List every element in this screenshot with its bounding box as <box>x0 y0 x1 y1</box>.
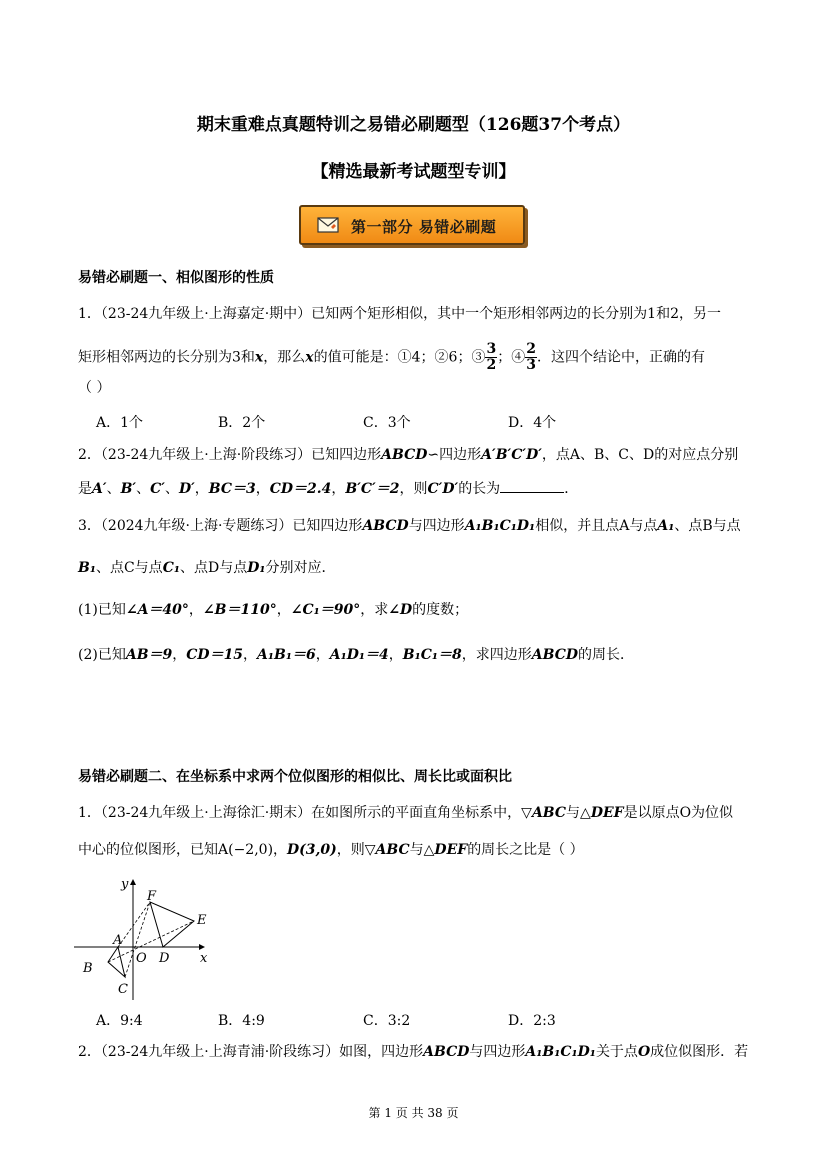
q1-option-a: A．1个 <box>96 415 144 431</box>
text: ，求 <box>360 602 389 618</box>
dashed-line <box>118 902 150 947</box>
text: 的周长之比是（ ） <box>467 842 584 858</box>
text: ，则 <box>399 481 428 497</box>
fraction-2-3 <box>525 342 537 373</box>
math: A₁B₁C₁D₁ <box>525 1044 596 1060</box>
math: A₁B₁C₁D₁ <box>464 518 536 534</box>
label-f: F <box>147 889 157 904</box>
q2-line1 <box>78 445 738 465</box>
text: 成位似图形．若 <box>650 1044 749 1060</box>
text: 与 <box>409 842 424 858</box>
q3-line1 <box>78 516 741 536</box>
text: ， <box>315 647 330 663</box>
math: CD＝2.4 <box>269 481 332 497</box>
s2-q1-option-d: D．2:3 <box>508 1013 556 1029</box>
math: AB＝9 <box>125 647 173 663</box>
label-o: O <box>136 951 147 966</box>
text: 1．（23-24九年级上·上海徐汇·期末）在如图所示的平面直角坐标系中， <box>78 805 522 821</box>
s2-q1-option-b: B．4:9 <box>218 1013 265 1029</box>
text: 、 <box>136 481 151 497</box>
text: 、 <box>106 481 121 497</box>
math: O <box>637 1044 651 1060</box>
text: 、点C与点 <box>95 560 163 576</box>
math: A₁D₁＝4 <box>329 647 389 663</box>
label-d: D <box>159 951 170 966</box>
section-heading-1: 易错必刷题一、相似图形的性质 <box>78 270 274 286</box>
math: ABCD <box>381 447 428 463</box>
text: 、 <box>164 481 179 497</box>
text: ，点A、B、C、D的对应点分别 <box>541 447 739 463</box>
math: ∠C₁＝90° <box>290 602 361 618</box>
text: 是 <box>78 481 92 497</box>
text: 分别对应． <box>265 560 336 576</box>
text: ，那么 <box>263 349 306 366</box>
math: ABCD <box>362 518 409 534</box>
math: A′ <box>92 481 107 497</box>
text: ， <box>331 481 346 497</box>
math: A′B′C′D′ <box>481 447 542 463</box>
math: CD＝15 <box>186 647 244 663</box>
math: ABCD <box>423 1044 470 1060</box>
frac-den: 2 <box>486 357 497 373</box>
s2-q1-option-a: A．9:4 <box>96 1013 143 1029</box>
math: C₁ <box>162 560 180 576</box>
math: ABCD <box>531 647 578 663</box>
math: B₁C₁＝8 <box>402 647 462 663</box>
text: 矩形相邻两边的长分别为3和 <box>78 349 255 366</box>
math: B₁ <box>78 560 96 576</box>
math: BC＝3 <box>208 481 256 497</box>
label-x: x <box>200 951 208 966</box>
text: ， <box>243 647 258 663</box>
label-b: B <box>83 961 93 976</box>
math: ∠B＝110° <box>202 602 277 618</box>
math: B′ <box>120 481 137 497</box>
text: 与四边形 <box>408 518 465 534</box>
text: ， <box>188 602 203 618</box>
text: ，则 <box>336 842 365 858</box>
label-c: C <box>118 982 128 997</box>
text: 的度数； <box>412 602 469 618</box>
label-y: y <box>121 877 129 892</box>
q2-line2 <box>78 478 578 499</box>
part-banner-label: 第一部分 易错必刷题 <box>351 218 497 236</box>
part-banner <box>299 205 525 245</box>
math-x: x <box>305 349 314 366</box>
text: ， <box>276 602 291 618</box>
s2-q1-line1 <box>78 803 733 823</box>
text: (1)已知 <box>78 602 126 618</box>
frac-den: 3 <box>526 357 536 373</box>
text: ， <box>388 647 403 663</box>
text: 3．（2024九年级·上海·专题练习）已知四边形 <box>78 518 363 534</box>
text: ， <box>194 481 209 497</box>
text: 与 <box>566 805 581 821</box>
text: 中心的位似图形，已知A(−2,0)， <box>78 842 288 858</box>
text: (2)已知 <box>78 647 126 663</box>
label-a: A <box>113 933 123 948</box>
text: 、点B与点 <box>674 518 741 534</box>
math: A₁ <box>657 518 675 534</box>
answer-blank[interactable] <box>500 478 564 493</box>
q1-line1: 1．（23-24九年级上·上海嘉定·期中）已知两个矩形相似，其中一个矩形相邻两边的长分别为1和2，另一 <box>78 306 721 322</box>
math: ∠D <box>388 602 413 618</box>
q1-line2 <box>78 342 705 373</box>
envelope-icon <box>317 217 339 233</box>
text: ， <box>172 647 187 663</box>
math: C′ <box>150 481 165 497</box>
text: 与四边形 <box>469 1044 526 1060</box>
text: 的周长． <box>578 647 634 663</box>
text: ∽ <box>427 447 440 463</box>
text: 相似，并且点A与点 <box>535 518 658 534</box>
math: C′D′ <box>427 481 459 497</box>
math: D₁ <box>247 560 266 576</box>
q1-line3: （ ） <box>78 380 111 396</box>
text: ；④ <box>497 349 526 366</box>
coordinate-figure <box>74 876 216 1000</box>
q3-part1 <box>78 600 468 620</box>
text: 的值可能是：①4；②6；③ <box>313 349 486 366</box>
math: D′ <box>178 481 195 497</box>
math: A₁B₁＝6 <box>257 647 316 663</box>
triangle-abc <box>108 947 125 977</box>
q3-line2 <box>78 558 335 578</box>
s2-q2-line1 <box>78 1042 748 1062</box>
document-title: 期末重难点真题特训之易错必刷题型（126题37个考点） <box>196 115 631 135</box>
text: 四边形 <box>439 447 482 463</box>
frac-num: 3 <box>486 341 497 357</box>
text: 的长为 <box>458 481 501 497</box>
math: B′C′＝2 <box>345 481 400 497</box>
math: ▽ABC <box>521 805 567 821</box>
text: 是以原点O为位似 <box>623 805 734 821</box>
text: 2．（23-24九年级上·上海青浦·阶段练习）如图，四边形 <box>78 1044 424 1060</box>
document-subtitle: 【精选最新考试题型专训】 <box>311 162 516 182</box>
q1-option-b: B．2个 <box>218 415 266 431</box>
math-x: x <box>254 349 264 366</box>
math: ▽ABC <box>364 842 410 858</box>
text: ． <box>564 481 579 497</box>
math: △DEF <box>423 842 468 858</box>
text: ， <box>255 481 270 497</box>
q1-option-d: D．4个 <box>508 415 557 431</box>
text: 关于点 <box>595 1044 638 1060</box>
text: 、点D与点 <box>179 560 248 576</box>
page-footer: 第 1 页 共 38 页 <box>368 1106 459 1120</box>
q3-part2 <box>78 645 634 665</box>
text: ．这四个结论中，正确的有 <box>536 349 705 366</box>
s2-q1-option-c: C．3:2 <box>363 1013 411 1029</box>
text: 2．（23-24九年级上·上海·阶段练习）已知四边形 <box>78 447 382 463</box>
frac-num: 2 <box>526 341 536 357</box>
s2-q1-line2 <box>78 840 584 860</box>
math: ∠A＝40° <box>125 602 189 618</box>
q1-option-c: C．3个 <box>363 415 411 431</box>
section-heading-2: 易错必刷题二、在坐标系中求两个位似图形的相似比、周长比或面积比 <box>78 769 512 785</box>
math: △DEF <box>580 805 624 821</box>
math: D(3,0) <box>287 842 337 858</box>
label-e: E <box>197 913 207 928</box>
fraction-3-2 <box>485 342 497 373</box>
text: ，求四边形 <box>461 647 532 663</box>
